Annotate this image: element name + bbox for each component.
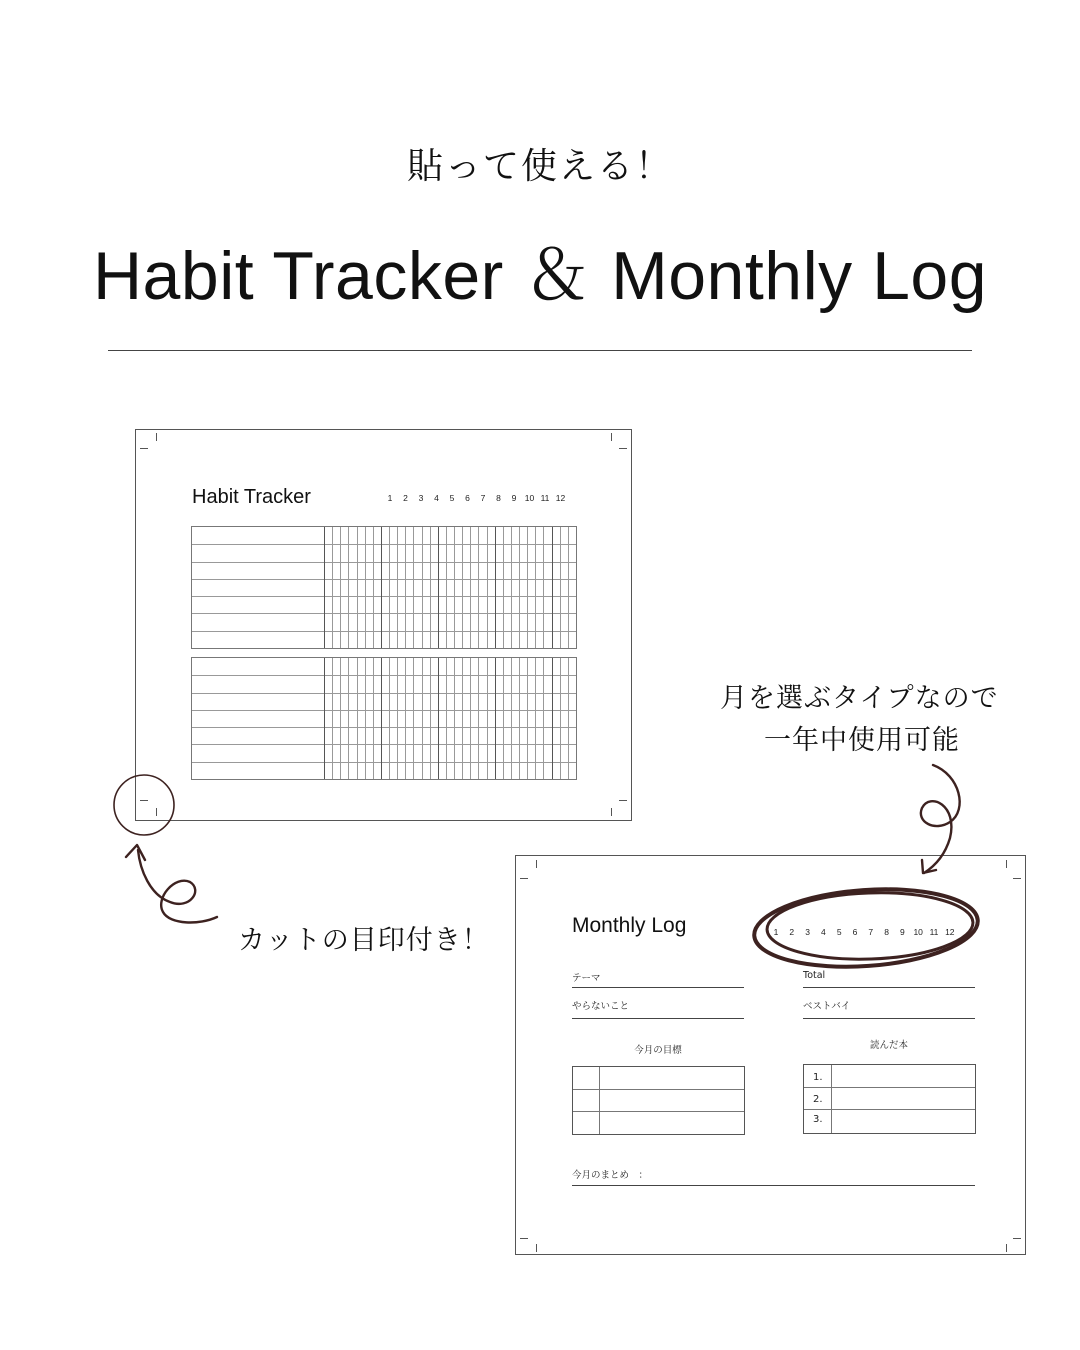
page-title: Habit Tracker ＆ Monthly Log — [92, 238, 988, 314]
crop-mark — [611, 433, 612, 441]
habit-tracker-grid — [191, 657, 577, 780]
goals-table — [572, 1066, 745, 1135]
crop-mark — [520, 878, 528, 879]
book-number: 3. — [813, 1114, 823, 1125]
month-number: 2 — [789, 927, 795, 937]
summary-line — [572, 1185, 975, 1186]
habit-tracker-title: Habit Tracker — [192, 486, 311, 508]
dont-do-label: やらないこと — [572, 1001, 630, 1012]
month-number: 5 — [449, 493, 455, 503]
month-number: 8 — [496, 493, 501, 503]
title-divider — [108, 350, 972, 351]
crop-mark — [619, 448, 627, 449]
month-number: 4 — [434, 493, 439, 503]
annotation-cut-marks: カットの目印付き！ — [238, 925, 490, 956]
month-number: 11 — [929, 927, 939, 937]
curly-arrow-line — [138, 850, 217, 922]
month-number: 6 — [852, 927, 858, 937]
month-number: 5 — [836, 927, 842, 937]
crop-mark — [140, 448, 148, 449]
annotation-month-select-2: 一年中使用可能 — [764, 725, 960, 756]
books-label: 読んだ本 — [869, 1040, 908, 1051]
crop-mark — [619, 800, 627, 801]
best-buy-label: ベストバイ — [803, 1001, 851, 1012]
month-number: 2 — [403, 493, 408, 503]
habit-tracker-card — [135, 429, 632, 821]
crop-mark — [1013, 1238, 1021, 1239]
crop-mark — [1013, 878, 1021, 879]
total-label: Total — [803, 970, 826, 981]
summary-label: 今月のまとめ ： — [572, 1170, 649, 1181]
books-table — [803, 1064, 976, 1134]
crop-mark — [536, 1244, 537, 1252]
subtitle: 貼って使える！ — [406, 146, 673, 187]
month-number: 7 — [480, 493, 486, 503]
crop-mark — [1006, 860, 1007, 868]
month-number: 12 — [945, 927, 955, 937]
month-number: 10 — [913, 927, 923, 937]
month-number: 10 — [524, 493, 535, 503]
month-number: 3 — [418, 493, 424, 503]
book-number: 2. — [813, 1094, 823, 1105]
annotation-month-select-1: 月を選ぶタイプなので — [720, 683, 999, 714]
month-number: 4 — [821, 927, 826, 937]
best-buy-line — [803, 1018, 975, 1019]
theme-label: テーマ — [572, 973, 601, 984]
month-number: 8 — [884, 927, 889, 937]
monthly-log-title: Monthly Log — [572, 914, 687, 937]
crop-mark — [520, 1238, 528, 1239]
theme-line — [572, 987, 744, 988]
crop-mark — [156, 808, 157, 816]
crop-mark — [536, 860, 537, 868]
total-line — [803, 987, 975, 988]
crop-mark — [611, 808, 612, 816]
month-number: 11 — [540, 493, 550, 503]
month-number: 6 — [465, 493, 470, 503]
goals-label: 今月の目標 — [634, 1045, 682, 1056]
month-number: 1 — [773, 927, 779, 937]
habit-tracker-grid — [191, 526, 577, 649]
crop-mark — [140, 800, 148, 801]
month-number: 1 — [387, 493, 393, 503]
month-number: 3 — [805, 927, 810, 937]
month-number: 7 — [868, 927, 874, 937]
crop-mark — [156, 433, 157, 441]
book-number: 1. — [813, 1072, 823, 1083]
monthly-log-card — [515, 855, 1026, 1255]
month-number: 9 — [900, 927, 905, 937]
month-number: 9 — [511, 493, 517, 503]
dont-do-line — [572, 1018, 744, 1019]
arrow-head — [126, 845, 145, 860]
month-number: 12 — [555, 493, 566, 503]
crop-mark — [1006, 1244, 1007, 1252]
